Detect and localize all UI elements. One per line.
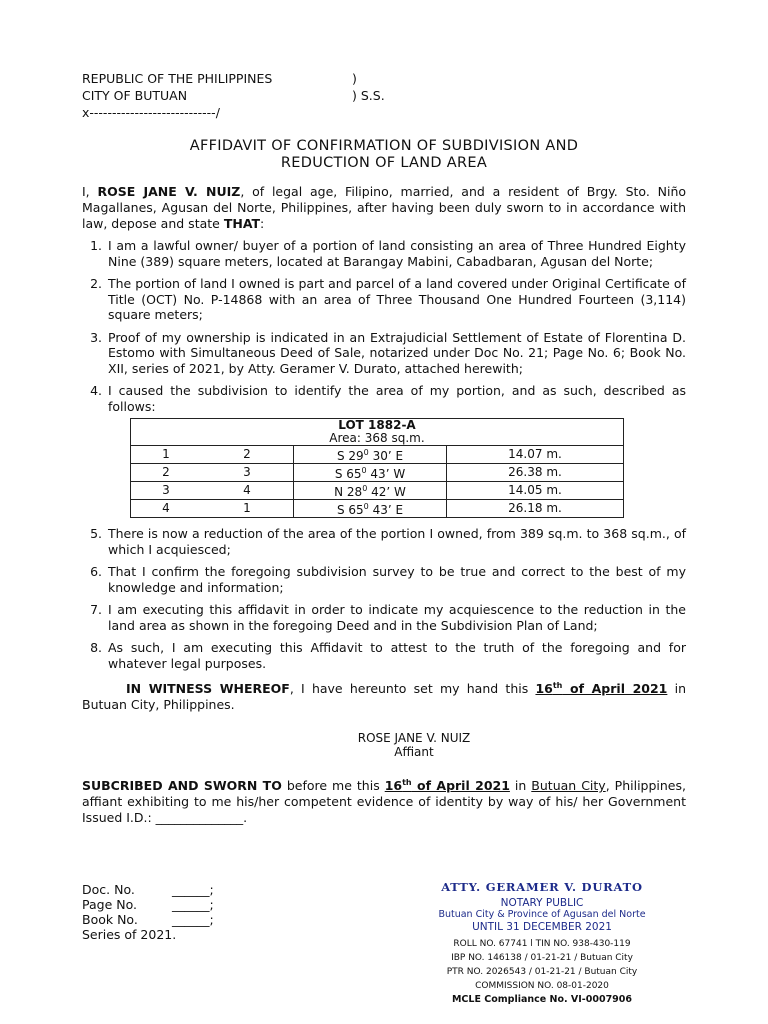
- page-value: ______;: [172, 897, 214, 912]
- item-text: I caused the subdivision to identify the area of my portion, and as such, described as follows:: [108, 383, 686, 414]
- title-line-1: AFFIDAVIT OF CONFIRMATION OF SUBDIVISION AND: [189, 138, 579, 154]
- jurat-place: Butuan City: [531, 778, 606, 794]
- notary-ptr: PTR NO. 2026543 / 01-21-21 / Butuan City: [446, 967, 638, 977]
- doc-label: Doc. No.: [82, 882, 135, 897]
- notary-until: UNTIL 31 DECEMBER 2021: [472, 921, 612, 933]
- notary-roll: ROLL NO. 67741 l TIN NO. 938-430-119: [453, 939, 631, 949]
- list-item: [82, 602, 686, 633]
- row-distance: 14.07 m.: [447, 446, 624, 464]
- item-text: That I confirm the foregoing subdivision survey to be true and correct to the best of my knowledge and information;: [108, 564, 686, 595]
- row-to: 4: [201, 482, 294, 500]
- row-to: 2: [201, 446, 294, 464]
- notary-name: ATTY. GERAMER V. DURATO: [441, 880, 643, 894]
- doc-value: ______;: [172, 882, 214, 897]
- item-text: There is now a reduction of the area of the portion I owned, from 389 sq.m. to 368 sq.m., of which I acquiesced;: [108, 526, 686, 557]
- witness-date: 16th of April 2021: [535, 681, 668, 697]
- notary-stamp: [404, 880, 680, 1007]
- venue-republic: REPUBLIC OF THE PHILIPPINES: [82, 71, 273, 86]
- list-item: [82, 564, 686, 595]
- intro-prefix: I,: [82, 184, 98, 199]
- witness-tail: in Butuan City, Philippines.: [82, 681, 686, 713]
- affidavit-page: [82, 70, 686, 826]
- intro-paragraph: [82, 184, 686, 232]
- list-item: [82, 383, 686, 414]
- item-number: 6.: [90, 564, 102, 579]
- notary-mcle: MCLE Compliance No. VI-0007906: [451, 994, 633, 1005]
- witness-paragraph: [82, 678, 686, 713]
- row-bearing: S $65^0$ 43’ W: [294, 464, 447, 482]
- row-from: 3: [131, 482, 202, 500]
- intro-text: , of legal age, Filipino, married, and a resident of Brgy. Sto. Niño Magallanes, Agusan del Norte, Philippines, after having been duly sworn to in accordance with law, depose and state: [82, 184, 687, 231]
- row-bearing: N $28^0$ 42’ W: [294, 482, 447, 500]
- jurat-text-3: , Philippines, affiant exhibiting to me his/her competent evidence of identity by way of his/ her Government Issued I.D.: ______________.: [82, 778, 686, 826]
- affiant-signature-block: [82, 731, 686, 759]
- list-item: [82, 238, 686, 269]
- that-word: THAT: [223, 216, 261, 231]
- item-text: I am a lawful owner/ buyer of a portion of land consisting an area of Three Hundred Eighty Nine (389) square meters, located at Barangay Mabini, Cabadbaran, Agusan del Norte;: [108, 238, 686, 269]
- list-item: [82, 330, 686, 377]
- item-text: I am executing this affidavit in order to indicate my acquiescence to the reduction in the land area as shown in the foregoing Deed and in the Subdivision Plan of Land;: [108, 602, 686, 633]
- lot-title: LOT 1882-A: [131, 419, 624, 433]
- lot-area: Area: 368 sq.m.: [131, 432, 624, 446]
- item-text: The portion of land I owned is part and parcel of a land covered under Original Certificate of Title (OCT) No. P-14868 with an area of Three Thousand One Hundred Fourteen (3,114) square meters;: [108, 276, 686, 322]
- page-label: Page No.: [82, 897, 137, 912]
- row-to: 1: [201, 500, 294, 518]
- row-from: 4: [131, 500, 202, 518]
- affiant-name: ROSE JANE V. NUIZ: [357, 731, 471, 746]
- list-item: [82, 276, 686, 323]
- row-bearing: S $29^0$ 30’ E: [294, 446, 447, 464]
- jurat-text-2: in: [509, 778, 532, 794]
- item-number: 1.: [90, 238, 102, 253]
- doc-row: [82, 882, 214, 897]
- notary-jurisdiction: Butuan City & Province of Agusan del Norte: [438, 909, 646, 920]
- venue-separator: x----------------------------/: [82, 105, 220, 120]
- row-bearing: S $65^0$ 43’ E: [294, 500, 447, 518]
- jurat-paragraph: [82, 775, 686, 826]
- row-from: 1: [131, 446, 202, 464]
- notary-title: NOTARY PUBLIC: [500, 897, 584, 909]
- book-value: ______;: [172, 912, 214, 927]
- lot-description-table: [130, 418, 624, 518]
- table-row: [131, 446, 624, 464]
- table-row: [131, 500, 624, 518]
- witness-bold: IN WITNESS WHEREOF: [126, 681, 290, 697]
- book-label: Book No.: [82, 912, 138, 927]
- item-number: 3.: [90, 329, 102, 345]
- list-item: [82, 640, 686, 671]
- item-text: As such, I am executing this Affidavit to attest to the truth of the foregoing and for whatever legal purposes.: [108, 640, 686, 671]
- row-from: 2: [131, 464, 202, 482]
- item-number: 5.: [90, 526, 102, 541]
- item-number: 4.: [90, 383, 102, 398]
- statements-list-b: [82, 526, 686, 671]
- venue-city: CITY OF BUTUAN: [82, 88, 188, 103]
- item-number: 2.: [90, 276, 102, 291]
- jurat-bold: SUBCRIBED AND SWORN TO: [82, 778, 282, 794]
- table-row: [131, 464, 624, 482]
- title-line-2: REDUCTION OF LAND AREA: [280, 155, 488, 171]
- venue-paren: ): [352, 71, 357, 86]
- page-row: [82, 897, 214, 912]
- affiant-label: Affiant: [394, 745, 434, 760]
- row-distance: 14.05 m.: [447, 482, 624, 500]
- list-item: [82, 526, 686, 557]
- doc-reference-block: [82, 882, 214, 942]
- item-text: Proof of my ownership is indicated in an Extrajudicial Settlement of Estate of Florentina D. Estomo with Simultaneous Deed of Sale, notarized under Doc No. 21; Page No. 6; Book No. XII, series of 2021, by Atty. Geramer V. Durato, attached herewith;: [108, 329, 686, 376]
- notary-commission: COMMISSION NO. 08-01-2020: [475, 981, 609, 991]
- item-number: 7.: [90, 602, 102, 617]
- item-number: 8.: [90, 640, 102, 655]
- affiant-name-inline: ROSE JANE V. NUIZ: [97, 184, 241, 199]
- table-row: [131, 482, 624, 500]
- venue-block: [82, 70, 686, 121]
- row-distance: 26.18 m.: [447, 500, 624, 518]
- notary-ibp: IBP NO. 146138 / 01-21-21 / Butuan City: [451, 953, 633, 963]
- jurat-text-1: before me this: [281, 778, 385, 794]
- intro-colon: :: [260, 216, 265, 231]
- statements-list-a: [82, 238, 686, 414]
- jurat-date: 16th of April 2021: [384, 778, 510, 794]
- document-title: [82, 138, 686, 172]
- row-to: 3: [201, 464, 294, 482]
- venue-ss: ) S.S.: [352, 88, 385, 103]
- book-row: [82, 912, 214, 927]
- row-distance: 26.38 m.: [447, 464, 624, 482]
- series-line: Series of 2021.: [82, 927, 177, 942]
- witness-text: , I have hereunto set my hand this: [289, 681, 536, 697]
